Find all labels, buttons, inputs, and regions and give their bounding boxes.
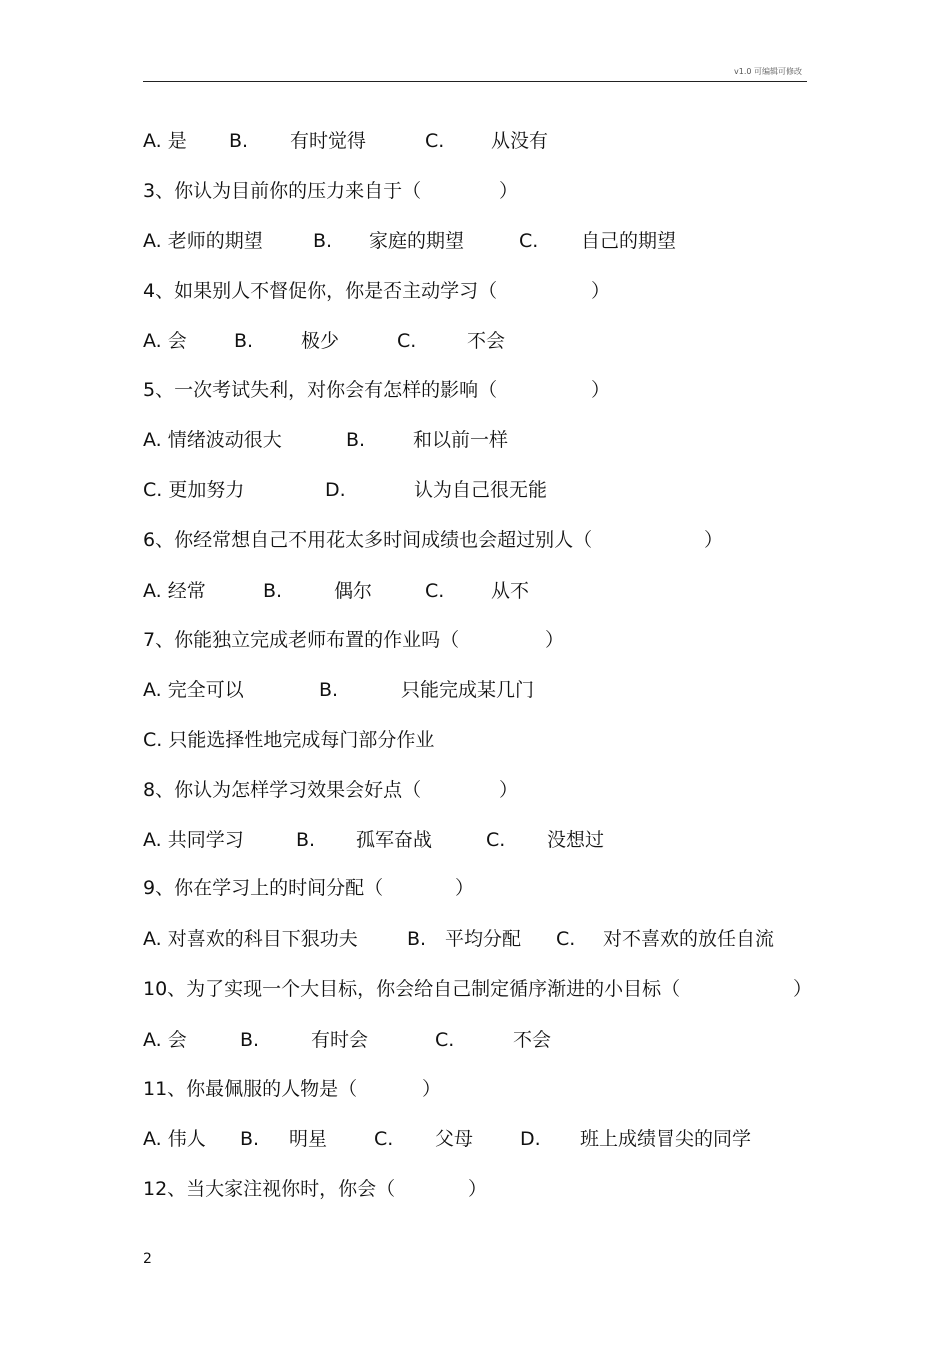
line-text: A. 共同学习 [143,829,244,851]
line-text: 9、你在学习上的时间分配（ [143,877,384,899]
option-text: B. [296,829,316,851]
option-text: 极少 [301,330,340,352]
option-text: C. [435,1029,455,1051]
option-text: 自己的期望 [581,230,677,252]
option-text: ） [591,280,611,302]
option-text: 偶尔 [334,580,373,602]
line-text: 3、你认为目前你的压力来自于（ [143,180,422,202]
option-text: 没想过 [547,829,605,851]
line-text: A. 情绪波动很大 [143,429,282,451]
option-text: B. [240,1029,260,1051]
line-text: 12、当大家注视你时，你会（ [143,1178,396,1200]
line-text: A. 会 [143,330,187,352]
line-text: A. 对喜欢的科目下狠功夫 [143,928,358,950]
option-text: C. [556,928,576,950]
option-text: ） [545,629,565,651]
option-text: 有时会 [311,1029,369,1051]
line-text: 6、你经常想自己不用花太多时间成绩也会超过别人（ [143,529,593,551]
line-text: C. 更加努力 [143,479,245,501]
line-text: 8、你认为怎样学习效果会好点（ [143,779,422,801]
option-text: B. [407,928,427,950]
option-text: 孤军奋战 [356,829,433,851]
option-text: 只能完成某几门 [401,679,535,701]
option-text: ） [455,877,475,899]
option-text: B. [313,230,333,252]
option-text: B. [346,429,366,451]
option-text: D. [325,479,346,501]
option-text: 父母 [435,1128,474,1150]
header-version-text: v1.0 可编辑可修改 [734,67,802,76]
option-text: 不会 [467,330,506,352]
option-text: 有时觉得 [290,130,367,152]
option-text: C. [397,330,417,352]
option-text: ） [499,779,519,801]
option-text: C. [425,580,445,602]
line-text: A. 会 [143,1029,187,1051]
option-text: ） [468,1178,488,1200]
option-text: ） [499,180,519,202]
option-text: 平均分配 [445,928,522,950]
option-text: 从不 [491,580,530,602]
option-text: 从没有 [491,130,549,152]
option-text: B. [234,330,254,352]
option-text: C. [519,230,539,252]
line-text: 5、一次考试失利，对你会有怎样的影响（ [143,379,498,401]
line-text: 7、你能独立完成老师布置的作业吗（ [143,629,460,651]
option-text: C. [425,130,445,152]
line-text: 11、你最佩服的人物是（ [143,1078,358,1100]
option-text: C. [486,829,506,851]
line-text: C. 只能选择性地完成每门部分作业 [143,729,435,751]
option-text: 认为自己很无能 [414,479,548,501]
option-text: C. [374,1128,394,1150]
line-text: 4、如果别人不督促你，你是否主动学习（ [143,280,498,302]
option-text: ） [704,529,724,551]
option-text: ） [793,978,813,1000]
line-text: A. 经常 [143,580,206,602]
option-text: 明星 [289,1128,328,1150]
line-text: 10、为了实现一个大目标，你会给自己制定循序渐进的小目标（ [143,978,681,1000]
option-text: B. [229,130,249,152]
option-text: B. [319,679,339,701]
line-text: A. 是 [143,130,187,152]
option-text: 班上成绩冒尖的同学 [580,1128,752,1150]
page-number: 2 [143,1251,152,1267]
option-text: D. [520,1128,541,1150]
option-text: ） [422,1078,442,1100]
option-text: 对不喜欢的放任自流 [603,928,775,950]
line-text: A. 伟人 [143,1128,206,1150]
option-text: B. [263,580,283,602]
header-rule [143,81,807,82]
option-text: 不会 [513,1029,552,1051]
line-text: A. 老师的期望 [143,230,263,252]
line-text: A. 完全可以 [143,679,244,701]
option-text: 家庭的期望 [369,230,465,252]
option-text: B. [240,1128,260,1150]
option-text: 和以前一样 [413,429,509,451]
option-text: ） [591,379,611,401]
